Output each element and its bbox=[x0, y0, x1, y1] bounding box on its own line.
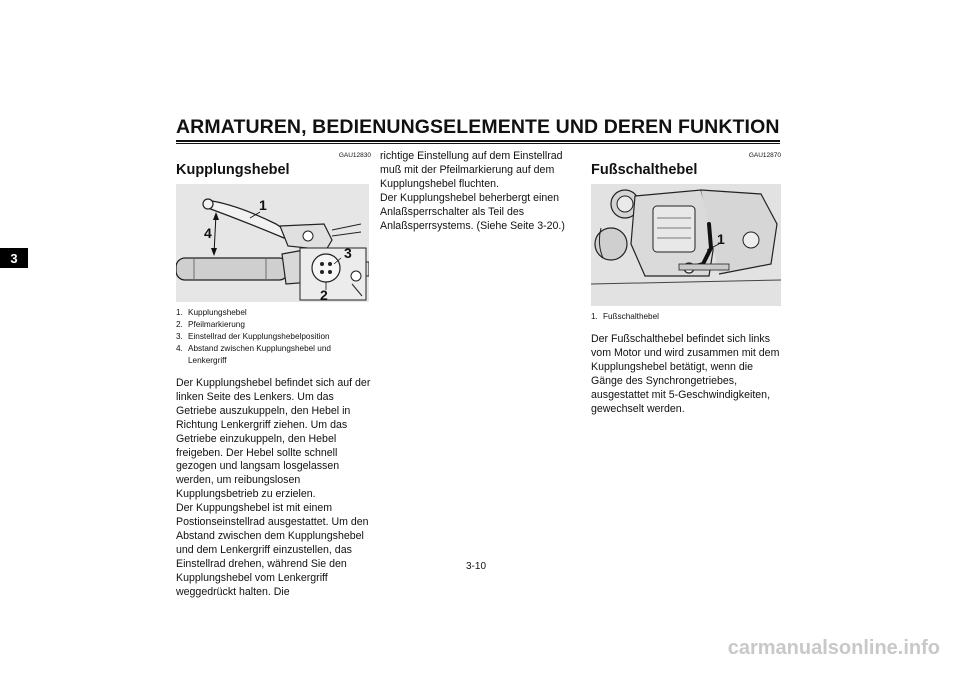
paragraph: Der Kupplungshebel befindet sich auf der linken Seite des Lenkers. Um das Getriebe auszukuppeln, den Hebel in Richtung Lenkergriff ziehen. Um das Getriebe einzukuppeln, den Hebel freigeben. Der Hebel sollte schnell gezogen und langsam losgelassen werden, um reibungslosen Kupplungsbetrieb zu erzielen. bbox=[176, 377, 371, 501]
paragraph: richtige Einstellung auf dem Einstellrad muß mit der Pfeilmarkierung auf dem Kupplungshebel fluchten. bbox=[380, 150, 563, 190]
page-number: 3-10 bbox=[466, 561, 487, 572]
shift-pedal-illustration bbox=[591, 184, 781, 306]
caption-item bbox=[176, 331, 371, 343]
caption-item bbox=[176, 319, 371, 331]
section-code: GAU12830 bbox=[338, 152, 371, 159]
caption-text: Pfeilmarkierung bbox=[188, 320, 245, 329]
title-rule-thin bbox=[176, 143, 780, 144]
figure-callout-2: 2 bbox=[320, 287, 328, 302]
paragraph: Der Fußschalthebel befindet sich links vom Motor und wird zusammen mit dem Kupplungshebel betätigt, wenn die Gänge des Synchrongetriebes, ausgestattet mit 5-Geschwindigkeiten, gewechselt werden. bbox=[591, 333, 780, 415]
paragraph: Der Kuppungshebel ist mit einem Postionseinstellrad ausgestattet. Um den Abstand zwischen dem Kupplungshebel und dem Lenkergriff einzustellen, das Einstellrad drehen, während Sie den Kupplungshebel vom Lenkergriff weggedrückt halten. Die bbox=[176, 502, 369, 598]
title-rule bbox=[176, 140, 780, 142]
section-heading: Kupplungshebel bbox=[176, 162, 290, 178]
shift-pedal-description bbox=[591, 333, 781, 416]
caption-text: Fußschalthebel bbox=[603, 312, 659, 321]
figure-callout-1: 1 bbox=[717, 231, 725, 247]
caption-number: 1. bbox=[591, 312, 598, 321]
caption-number: 2. bbox=[176, 320, 183, 329]
caption-number: 4. bbox=[176, 344, 183, 353]
shift-pedal-figure bbox=[591, 184, 781, 306]
caption-item bbox=[176, 307, 371, 319]
caption-item bbox=[176, 343, 371, 367]
clutch-lever-description bbox=[176, 377, 371, 600]
section-code: GAU12870 bbox=[748, 152, 781, 159]
figure-callout-1: 1 bbox=[259, 197, 267, 213]
caption-text: Einstellrad der Kupplungshebelposition bbox=[188, 332, 330, 341]
continued-description bbox=[380, 150, 575, 233]
caption-text: Kupplungshebel bbox=[188, 308, 247, 317]
figure-callout-3: 3 bbox=[344, 245, 352, 261]
caption-number: 3. bbox=[176, 332, 183, 341]
shift-pedal-section bbox=[591, 150, 781, 416]
paragraph: Der Kupplungshebel beherbergt einen Anlaßsperrschalter als Teil des Anlaßsperrsystems. (Siehe Seite 3-20.) bbox=[380, 191, 565, 232]
clutch-lever-figure bbox=[176, 184, 369, 302]
clutch-lever-illustration bbox=[176, 184, 369, 302]
caption-item bbox=[591, 311, 781, 323]
clutch-lever-section bbox=[176, 150, 371, 600]
chapter-tab: 3 bbox=[0, 248, 28, 268]
watermark: carmanualsonline.info bbox=[727, 637, 940, 659]
figure-captions bbox=[176, 307, 371, 367]
figure-captions bbox=[591, 311, 781, 323]
figure-callout-4: 4 bbox=[204, 225, 212, 241]
clutch-lever-continued bbox=[380, 150, 575, 233]
page-title: ARMATUREN, BEDIENUNGSELEMENTE UND DEREN FUNKTION bbox=[176, 116, 780, 138]
section-heading: Fußschalthebel bbox=[591, 162, 698, 178]
caption-text: Abstand zwischen Kupplungshebel und Lenkergriff bbox=[188, 344, 331, 365]
caption-number: 1. bbox=[176, 308, 183, 317]
